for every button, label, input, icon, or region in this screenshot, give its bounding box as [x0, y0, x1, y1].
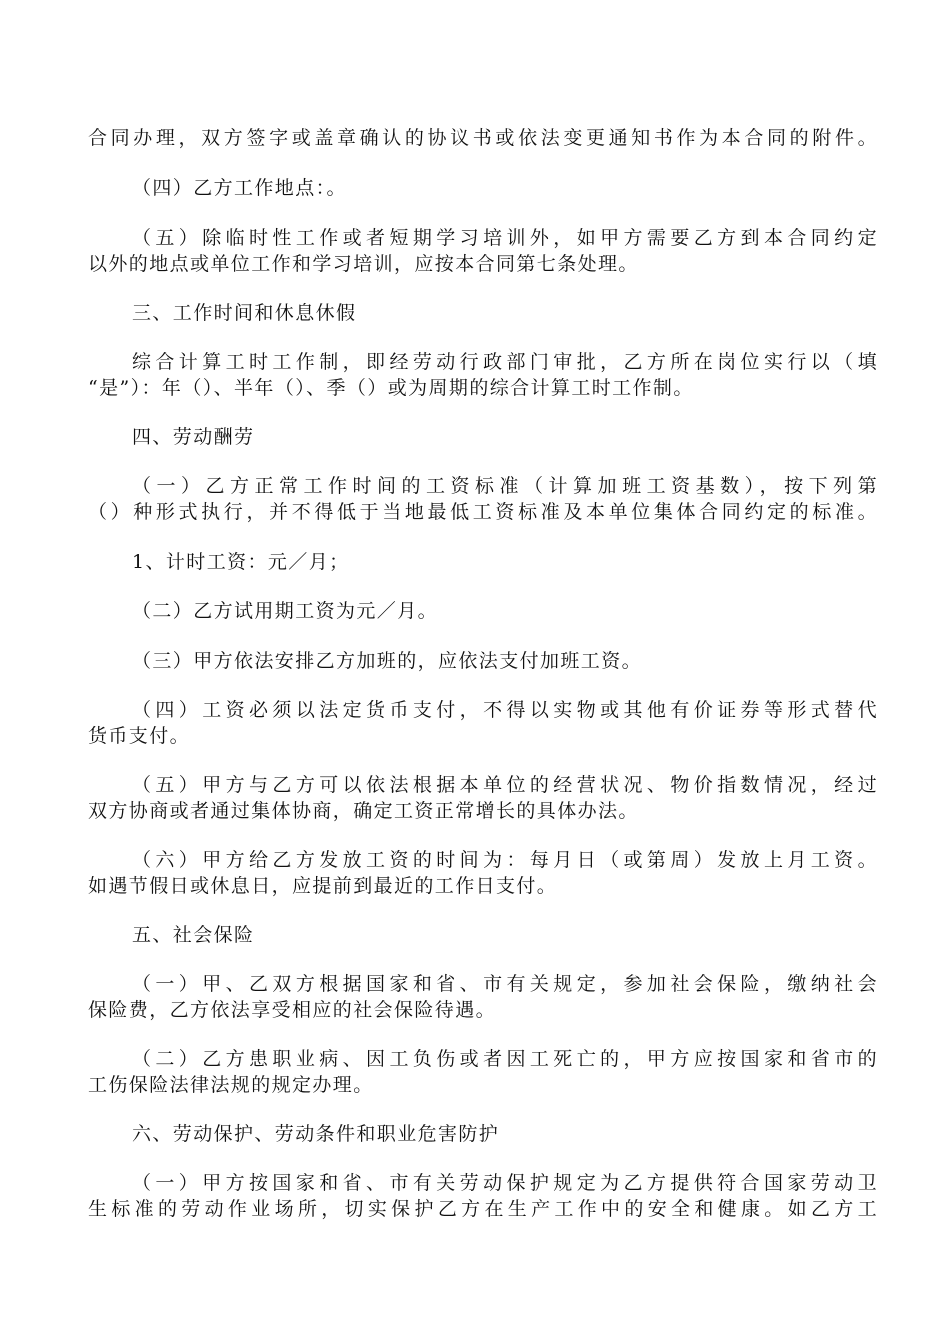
text-line: “是”）：年（）、半年（）、季（）或为周期的综合计算工时工作制。 [88, 377, 694, 399]
text-line: 如遇节假日或休息日，应提前到最近的工作日支付。 [88, 875, 558, 897]
text-line: （五）除临时性工作或者短期学习培训外，如甲方需要乙方到本合同约定 [132, 227, 878, 249]
section-heading: 三、工作时间和休息休假 [132, 302, 357, 324]
text-line: （四）工资必须以法定货币支付，不得以实物或其他有价证券等形式替代 [132, 699, 878, 721]
text-line: （三）甲方依法安排乙方加班的，应依法支付加班工资。 [132, 650, 643, 672]
text-line: （六）甲方给乙方发放工资的时间为：每月日（或第周）发放上月工资。 [132, 849, 878, 871]
section-heading: 六、劳动保护、劳动条件和职业危害防护 [132, 1123, 500, 1145]
text-line: 合同办理，双方签字或盖章确认的协议书或依法变更通知书作为本合同的附件。 [88, 127, 878, 149]
text-line: 综合计算工时工作制，即经劳动行政部门审批，乙方所在岗位实行以（填 [132, 351, 878, 373]
text-line: 以外的地点或单位工作和学习培训，应按本合同第七条处理。 [88, 253, 639, 275]
text-line: （四）乙方工作地点：。 [132, 177, 347, 199]
text-line: （）种形式执行，并不得低于当地最低工资标准及本单位集体合同约定的标准。 [88, 501, 878, 523]
text-line: 保险费，乙方依法享受相应的社会保险待遇。 [88, 999, 497, 1021]
text-line: （一）甲、乙双方根据国家和省、市有关规定，参加社会保险，缴纳社会 [132, 973, 878, 995]
text-line: （五）甲方与乙方可以依法根据本单位的经营状况、物价指数情况，经过 [132, 774, 878, 796]
text-line: 1、计时工资：元／月； [132, 551, 350, 573]
text-line: 双方协商或者通过集体协商，确定工资正常增长的具体办法。 [88, 800, 639, 822]
text-line: 生标准的劳动作业场所，切实保护乙方在生产工作中的安全和健康。如乙方工 [88, 1198, 878, 1220]
text-line: 货币支付。 [88, 725, 191, 747]
text-line: （二）乙方患职业病、因工负伤或者因工死亡的，甲方应按国家和省市的 [132, 1048, 878, 1070]
section-heading: 四、劳动酬劳 [132, 426, 255, 448]
text-line: 工伤保险法律法规的规定办理。 [88, 1074, 374, 1096]
section-heading: 五、社会保险 [132, 924, 255, 946]
text-line: （二）乙方试用期工资为元／月。 [132, 600, 439, 622]
text-line: （一）乙方正常工作时间的工资标准（计算加班工资基数），按下列第 [132, 475, 878, 497]
text-line: （一）甲方按国家和省、市有关劳动保护规定为乙方提供符合国家劳动卫 [132, 1172, 878, 1194]
